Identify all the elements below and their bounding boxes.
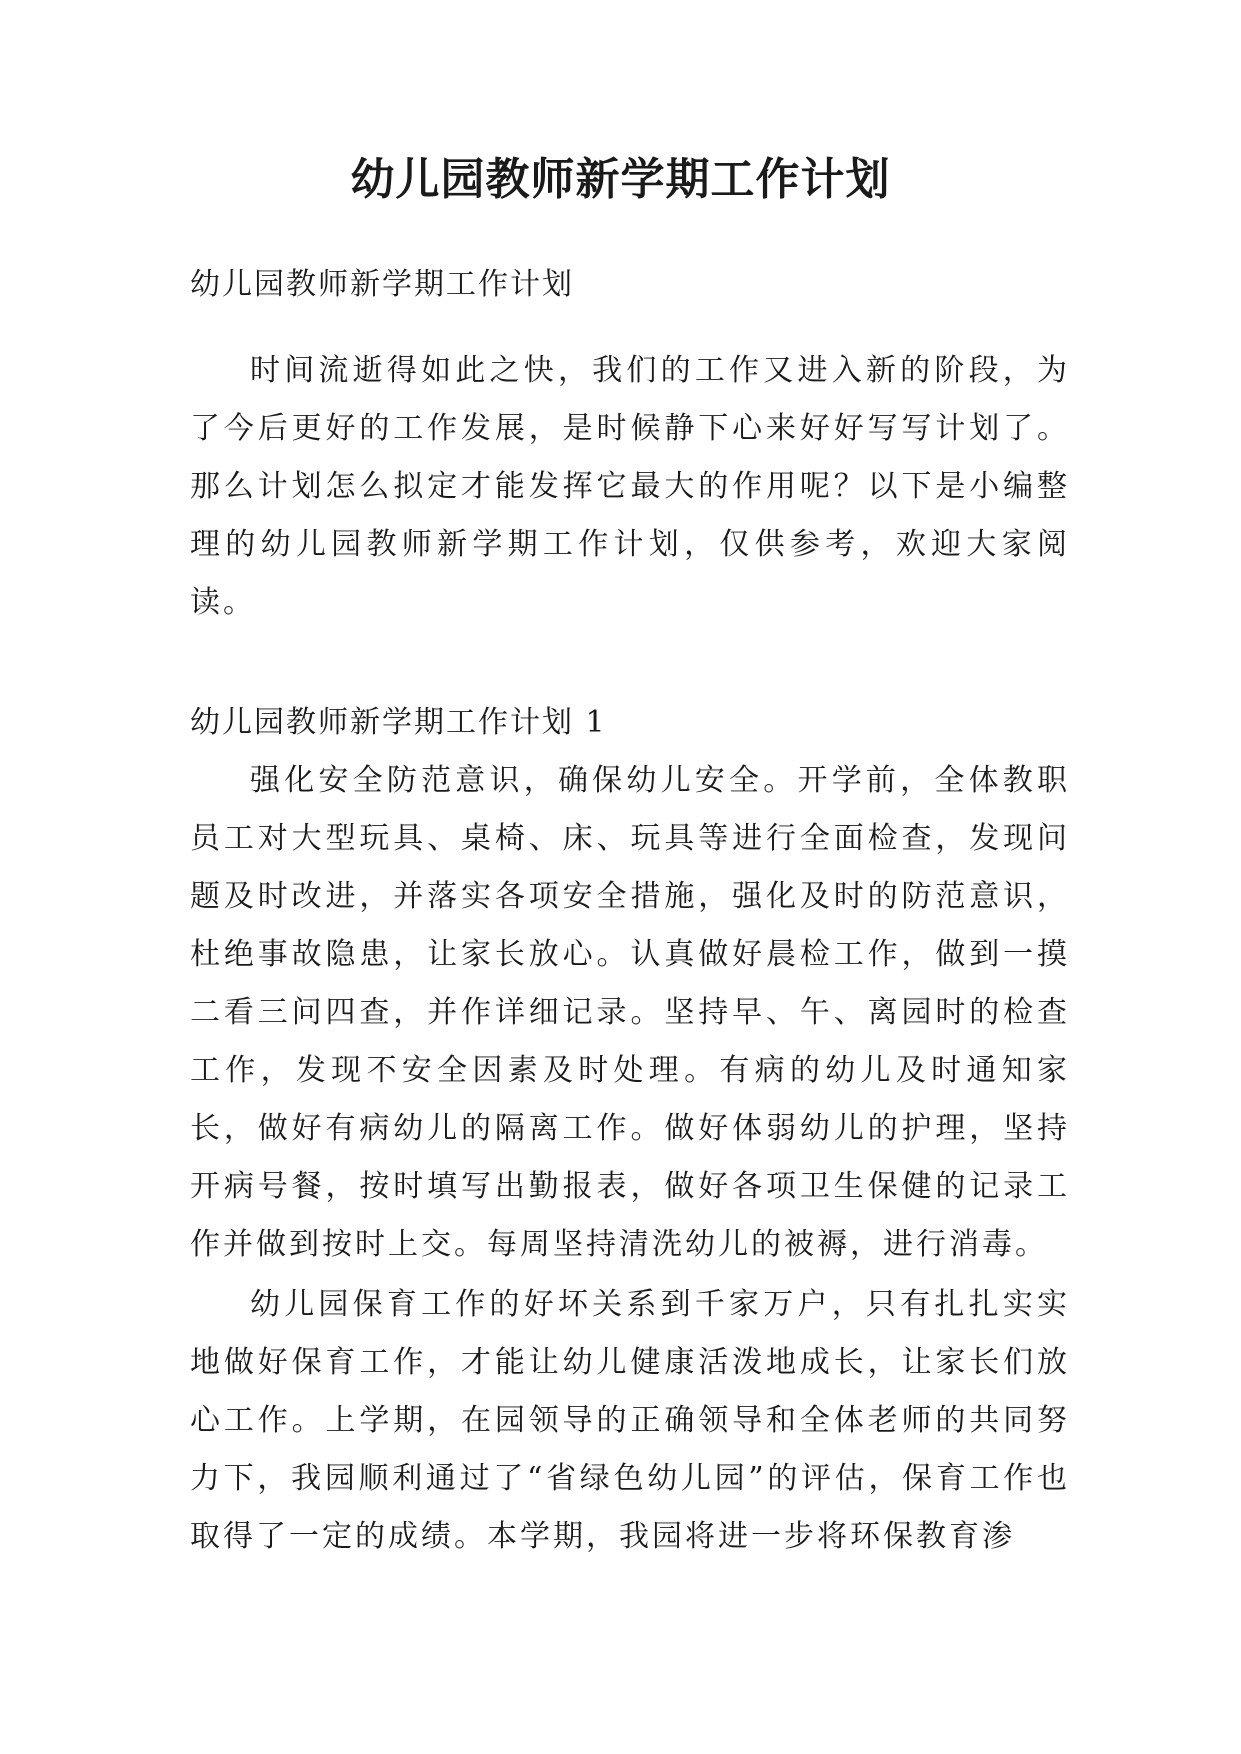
section-heading-1: 幼儿园教师新学期工作计划 1	[190, 705, 607, 740]
document-title: 幼儿园教师新学期工作计划	[350, 154, 891, 205]
intro-paragraph: 时间流逝得如此之快，我们的工作又进入新的阶段，为了今后更好的工作发展，是时候静下心来好好写写计划了。那么计划怎么拟定才能发挥它最大的作用呢？以下是小编整理的幼儿园教师新学期工作计划，仅供参考，欢迎大家阅读。	[190, 353, 1070, 620]
section1-paragraph-1: 强化安全防范意识，确保幼儿安全。开学前，全体教职员工对大型玩具、桌椅、床、玩具等进行全面检查，发现问题及时改进，并落实各项安全措施，强化及时的防范意识，杜绝事故隐患，让家长放心。认真做好晨检工作，做到一摸二看三问四查，并作详细记录。坚持早、午、离园时的检查工作，发现不安全因素及时处理。有病的幼儿及时通知家长，做好有病幼儿的隔离工作。做好体弱幼儿的护理，坚持开病号餐，按时填写出勤报表，做好各项卫生保健的记录工作并做到按时上交。每周坚持清洗幼儿的被褥，进行消毒。	[190, 763, 1070, 1262]
document-subtitle: 幼儿园教师新学期工作计划	[190, 267, 574, 302]
section1-paragraph-2: 幼儿园保育工作的好坏关系到千家万户，只有扎扎实实地做好保育工作，才能让幼儿健康活泼地成长，让家长们放心工作。上学期，在园领导的正确领导和全体老师的共同努力下，我园顺利通过了“省绿色幼儿园”的评估，保育工作也取得了一定的成绩。本学期，我园将进一步将环保教育渗	[190, 1287, 1070, 1554]
